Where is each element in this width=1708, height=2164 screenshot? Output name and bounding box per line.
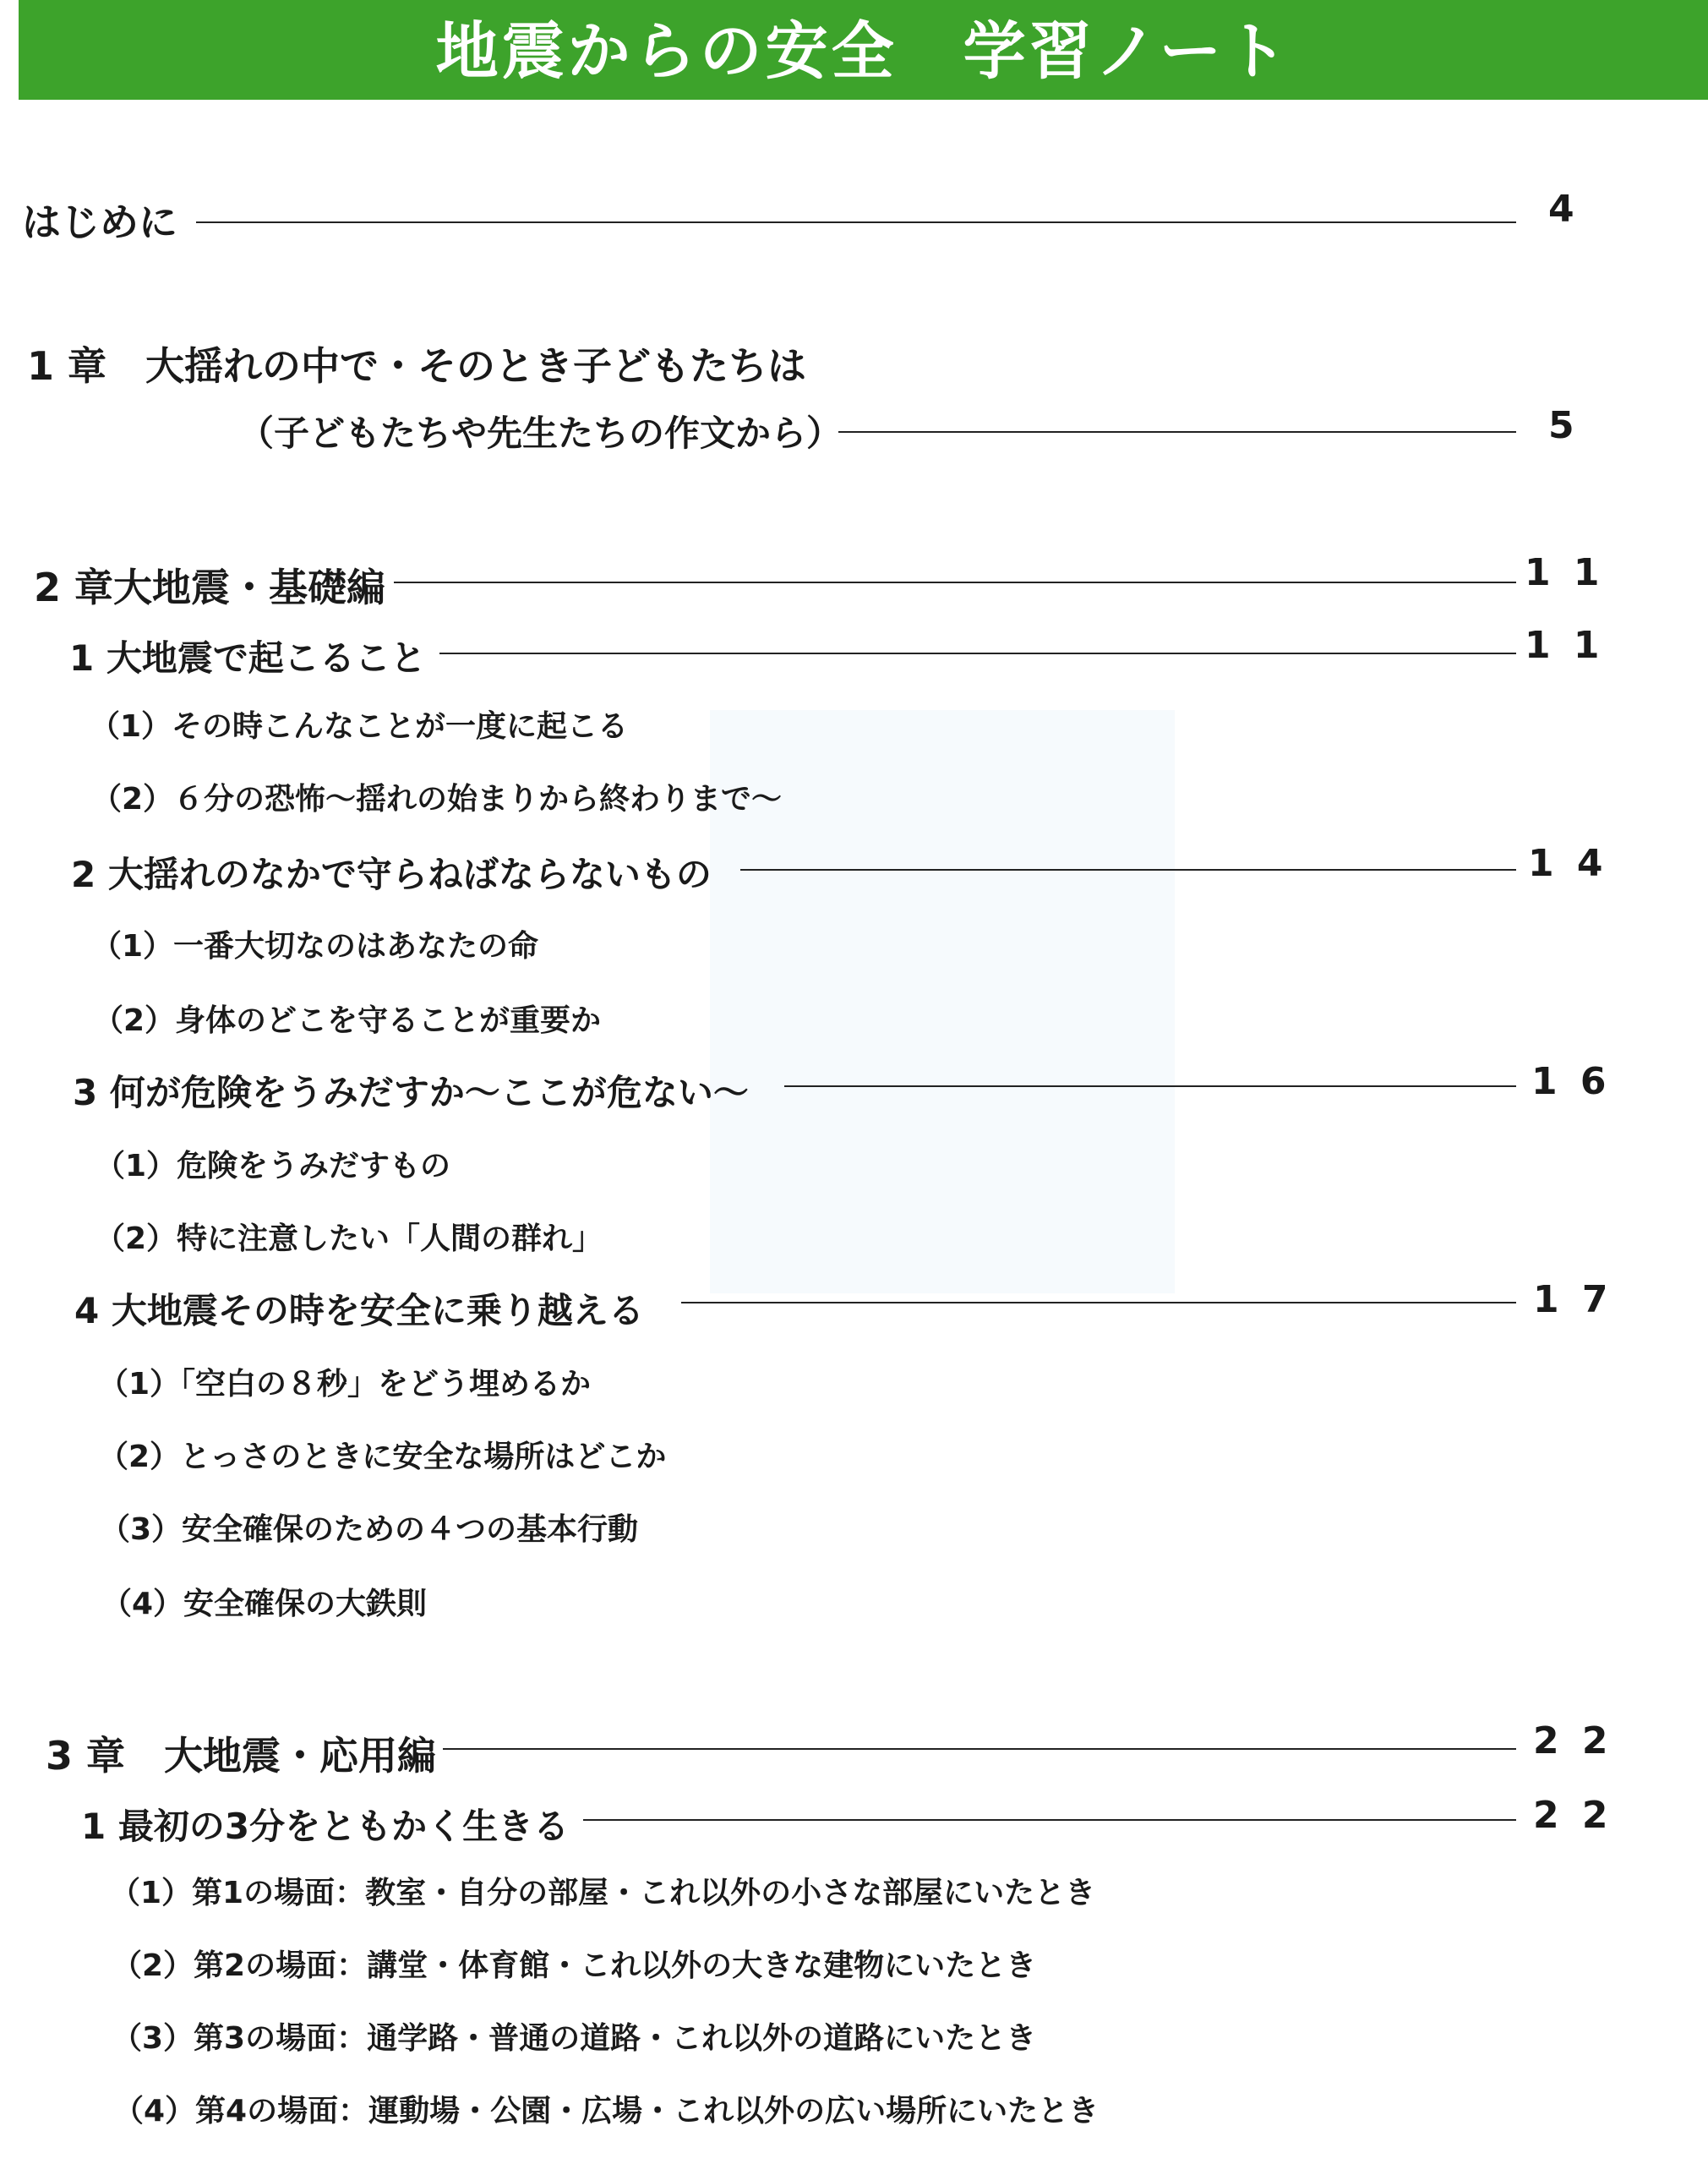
leader-line: [784, 1085, 1516, 1087]
toc-item[interactable]: （4）安全確保の大鉄則: [101, 1587, 428, 1621]
page-title: 地震からの安全 学習ノート: [435, 15, 1291, 88]
toc-item[interactable]: （1）その時こんなことが一度に起こる: [90, 709, 629, 744]
page-number: 2 2: [1533, 1794, 1613, 1837]
toc-item[interactable]: （2）特に注意したい「人間の群れ」: [95, 1221, 603, 1256]
toc-item[interactable]: （3）安全確保のための４つの基本行動: [100, 1512, 639, 1547]
toc-item[interactable]: （2）第2の場面：講堂・体育館・これ以外の大きな建物にいたとき: [112, 1948, 1037, 1983]
page-number: 5: [1548, 404, 1580, 447]
toc-item[interactable]: （3）第3の場面：通学路・普通の道路・これ以外の道路にいたとき: [112, 2021, 1037, 2056]
toc-item[interactable]: （1）第1の場面：教室・自分の部屋・これ以外の小さな部屋にいたとき: [110, 1876, 1096, 1910]
leader-line: [394, 582, 1516, 583]
toc-section[interactable]: 3 何が危険をうみだすか～ここが危ない～: [73, 1072, 749, 1113]
toc-item[interactable]: （1）「空白の８秒」をどう埋めるか: [98, 1367, 592, 1402]
toc-item[interactable]: （1）一番大切なのはあなたの命: [91, 929, 539, 964]
leader-line: [443, 1748, 1516, 1750]
toc-section[interactable]: 2 大揺れのなかで守らねばならないもの: [71, 854, 712, 895]
page-number: 1 1: [1525, 551, 1605, 594]
page-number: 1 4: [1528, 842, 1608, 885]
leader-line: [740, 869, 1516, 871]
toc-item[interactable]: （1）危険をうみだすもの: [95, 1149, 451, 1183]
toc-section[interactable]: 1 大地震で起こること: [69, 637, 426, 679]
page-number: 4: [1548, 188, 1580, 231]
toc-item[interactable]: （2）とっさのときに安全な場所はどこか: [98, 1440, 667, 1474]
page-number: 1 1: [1525, 624, 1605, 667]
toc-item[interactable]: （2）６分の恐怖～揺れの始まりから終わりまで～: [91, 782, 783, 817]
leader-line: [196, 221, 1516, 223]
page-number: 1 6: [1531, 1060, 1612, 1103]
leader-line: [838, 431, 1516, 433]
leader-line: [681, 1302, 1516, 1303]
page-number: 1 7: [1533, 1278, 1613, 1321]
toc-chapter-1[interactable]: 1 章 大揺れの中で・そのとき子どもたちは: [27, 343, 807, 389]
toc-section[interactable]: 4 大地震その時を安全に乗り越える: [74, 1290, 644, 1331]
title-banner: [19, 0, 1708, 100]
toc-item[interactable]: （4）第4の場面：運動場・公園・広場・これ以外の広い場所にいたとき: [113, 2094, 1100, 2128]
page-number: 2 2: [1533, 1719, 1613, 1762]
toc-chapter-2[interactable]: 2 章大地震・基礎編: [34, 565, 386, 610]
leader-line: [583, 1819, 1516, 1821]
toc-chapter-3[interactable]: 3 章 大地震・応用編: [46, 1733, 437, 1779]
toc-chapter-1-subtitle: （子どもたちや先生たちの作文から）: [238, 413, 843, 454]
toc-item[interactable]: （2）身体のどこを守ることが重要か: [93, 1003, 602, 1038]
leader-line: [439, 653, 1516, 654]
toc-intro[interactable]: はじめに: [22, 199, 177, 245]
toc-section[interactable]: 1 最初の3分をともかく生きる: [81, 1806, 570, 1847]
